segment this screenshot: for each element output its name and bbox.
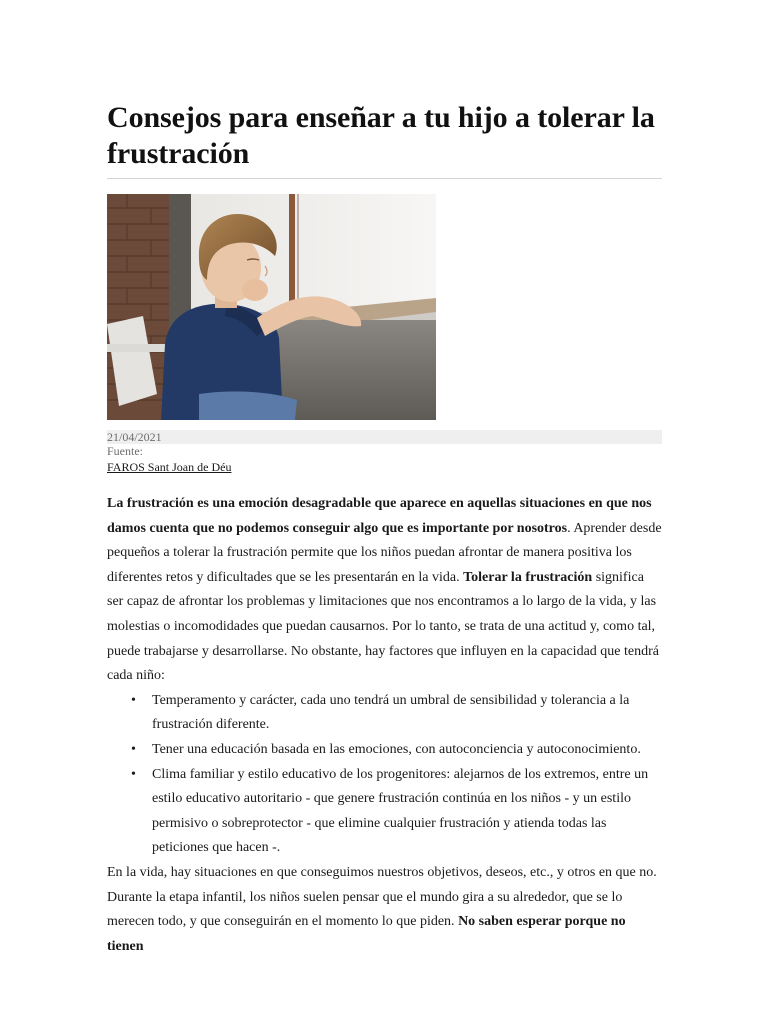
article-hero-image (107, 194, 436, 420)
bullet-icon: • (131, 766, 136, 782)
list-item-text: Temperamento y carácter, cada uno tendrá un umbral de sensibilidad y tolerancia a la frustración diferente. (152, 692, 630, 733)
source-label: Fuente: (107, 444, 143, 458)
bullet-icon: • (131, 741, 136, 757)
intro-paragraph (107, 492, 662, 689)
publish-date: 21/04/2021 (107, 430, 662, 444)
list-item (131, 763, 662, 861)
title-divider (107, 178, 662, 179)
factors-list (107, 689, 662, 861)
intro-text: . Aprender desde pequeños a tolerar la frustración permite que los niños puedan afrontar de manera positiva los diferentes retos y dificultades que se les presentarán en la vida. (107, 520, 662, 585)
intro-bold-text: La frustración es una emoción desagradable que aparece en aquellas situaciones en que nos damos cuenta que no podemos conseguir algo que es importante por nosotros (107, 496, 652, 536)
list-item-text: Clima familiar y estilo educativo de los progenitores: alejarnos de los extremos, entre un estilo educativo autoritario - que genere frustración continúa en los niños - y un estilo permisivo o sobreprotector - que elimine cualquier frustración y atienda todas las peticiones que hacen -. (152, 766, 649, 856)
source-link[interactable]: FAROS Sant Joan de Déu (107, 460, 232, 474)
list-item (131, 689, 662, 738)
bullet-icon: • (131, 692, 136, 708)
list-item (131, 738, 662, 763)
closing-paragraph (107, 861, 662, 959)
article-title: Consejos para enseñar a tu hijo a tolerar la frustración (107, 101, 655, 170)
closing-bold-text: No saben esperar porque no tienen (107, 914, 626, 954)
article-body (107, 492, 662, 959)
definition-bold-text: Tolerar la frustración (463, 569, 593, 585)
definition-text: significa ser capaz de afrontar los problemas y limitaciones que nos encontramos a lo largo de la vida, y las molestias o incomodidades que puedan causarnos. Por lo tanto, se trata de una actitud y, como tal, puede trabajarse y desarrollarse. No obstante, hay factores que influyen en la capacidad que tendrá cada niño: (107, 569, 659, 684)
article (107, 100, 662, 959)
closing-text: En la vida, hay situaciones en que conseguimos nuestros objetivos, deseos, etc., y otros en que no. Durante la etapa infantil, los niños suelen pensar que el mundo gira a su alrededor, que se lo merecen todo, y que conseguirán en el momento lo que piden. (107, 864, 657, 930)
list-item-text: Tener una educación basada en las emociones, con autoconciencia y autoconocimiento. (152, 741, 641, 757)
